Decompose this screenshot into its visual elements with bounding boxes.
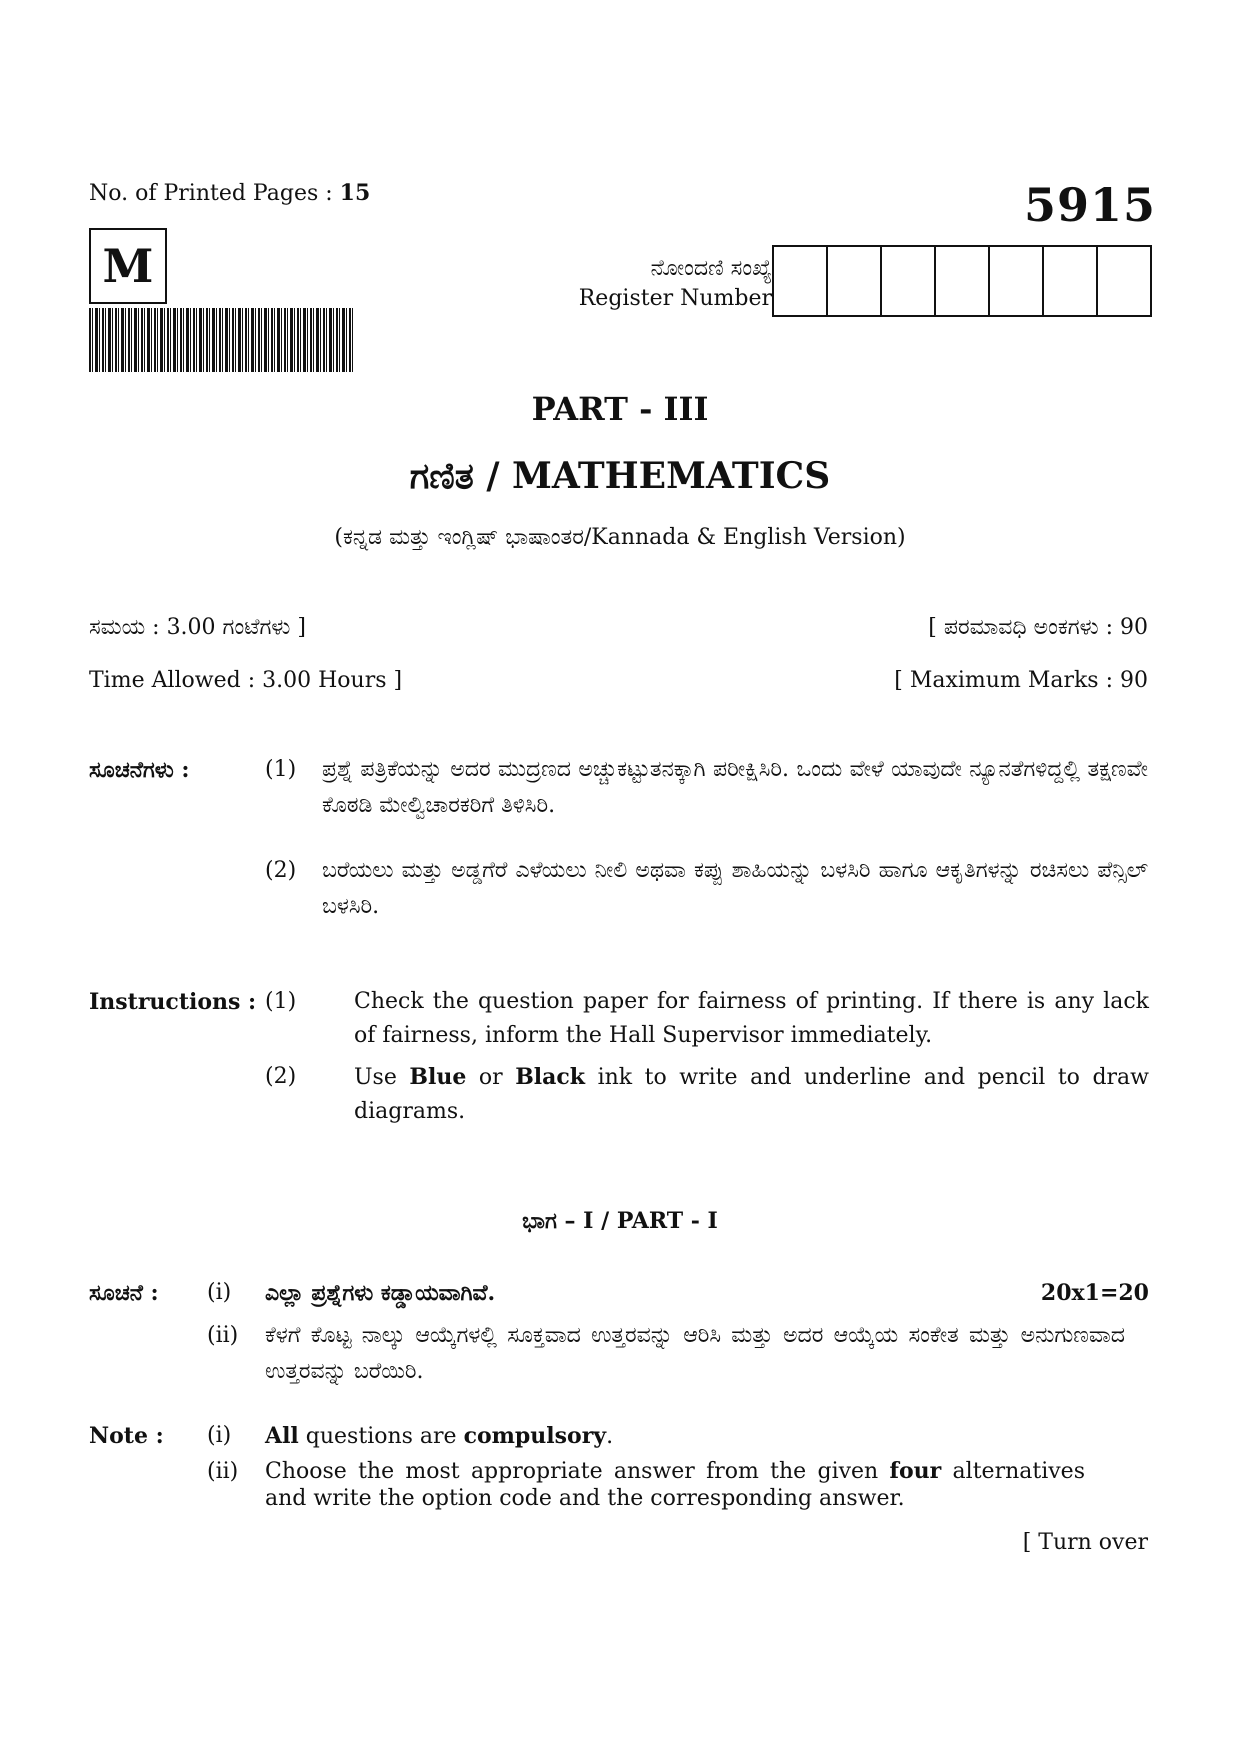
text-run: alternatives and write the option code and the corresponding answer. (265, 1459, 1085, 1511)
printed-pages-line (89, 180, 370, 206)
printed-pages-value: 15 (339, 180, 371, 206)
note-kn-1 (89, 1275, 1149, 1315)
marks-scheme: 20x1=20 (1040, 1280, 1149, 1306)
text-run: Choose the most appropriate answer from the given (265, 1459, 890, 1484)
subject-title: ಗಣಿತ / MATHEMATICS (409, 455, 831, 497)
register-label-en: Register Number (578, 286, 772, 311)
register-digit-box[interactable] (828, 247, 882, 315)
register-label-kn: ನೋಂದಣಿ ಸಂಖ್ಯೆ (650, 256, 772, 281)
note-en-label: Note : (89, 1423, 164, 1449)
instruction-text: ಪ್ರಶ್ನೆ ಪತ್ರಿಕೆಯನ್ನು ಅದರ ಮುದ್ರಣದ ಅಚ್ಚುಕಟ್ಟುತನಕ್ಕಾಗಿ ಪರೀಕ್ಷಿಸಿರಿ. ಒಂದು ವೇಳೆ ಯಾವುದೇ ನ್ಯೂನತೆಗಳಿದ್ದಲ್ಲಿ ತಕ್ಷಣವೇ ಕೊಠಡಿ ಮೇಲ್ವಿಚಾರಕರಿಗೆ ತಿಳಿಸಿರಿ. (322, 757, 1148, 818)
note-en-1 (89, 1418, 1149, 1454)
part-title: PART - III (531, 390, 709, 428)
instruction-text: ಬರೆಯಲು ಮತ್ತು ಅಡ್ಡಗೆರೆ ಎಳೆಯಲು ನೀಲಿ ಅಥವಾ ಕಪ್ಪು ಶಾಹಿಯನ್ನು ಬಳಸಿರಿ ಹಾಗೂ ಆಕೃತಿಗಳನ್ನು ರಚಿಸಲು ಪೆನ್ಸಿಲ್ ಬಳಸಿರಿ. (322, 858, 1148, 919)
medium-letter-box (89, 228, 167, 304)
text-run: questions are (298, 1424, 464, 1449)
note-kn-2 (89, 1318, 1149, 1390)
instruction-text: Check the question paper for fairness of printing. If there is any lack of fairness, inform the Hall Supervisor immediately. (354, 989, 1149, 1048)
instruction-kn-2 (89, 853, 1149, 933)
paper-code: 5915 (1023, 178, 1156, 232)
text-run: ink to write and underline and pencil to draw diagrams. (354, 1065, 1150, 1124)
text-run: Use (354, 1065, 410, 1090)
printed-pages-label: No. of Printed Pages : (89, 181, 340, 206)
instructions-en-label: Instructions : (89, 989, 257, 1015)
note-number: (ii) (207, 1459, 239, 1484)
register-digit-box[interactable] (1098, 247, 1150, 315)
instruction-kn-1 (89, 752, 1149, 832)
note-text: ಎಲ್ಲಾ ಪ್ರಶ್ನೆಗಳು ಕಡ್ಡಾಯವಾಗಿವೆ. (265, 1280, 496, 1306)
note-text (265, 1418, 1085, 1455)
instructions-kn-label: ಸೂಚನೆಗಳು : (89, 757, 190, 783)
bold-text-all: All (265, 1423, 299, 1449)
register-number-boxes[interactable] (772, 245, 1152, 317)
bold-text-blue: Blue (409, 1064, 467, 1090)
register-number-label (579, 254, 772, 314)
register-digit-box[interactable] (990, 247, 1044, 315)
note-en-2 (89, 1458, 1149, 1518)
version-line: (ಕನ್ನಡ ಮತ್ತು ಇಂಗ್ಲಿಷ್ ಭಾಷಾಂತರ/Kannada & English Version) (334, 525, 906, 550)
time-allowed-en: Time Allowed : 3.00 Hours ] (89, 668, 403, 693)
instruction-number: (1) (265, 757, 297, 782)
medium-letter: M (102, 239, 154, 293)
bold-text-black: Black (515, 1064, 586, 1090)
register-digit-box[interactable] (774, 247, 828, 315)
register-digit-box[interactable] (882, 247, 936, 315)
turn-over-label: [ Turn over (1022, 1530, 1148, 1555)
instruction-text (354, 1060, 1149, 1129)
time-allowed-kn: ಸಮಯ : 3.00 ಗಂಟೆಗಳು ] (89, 615, 306, 640)
bold-text-compulsory: compulsory (463, 1423, 607, 1449)
text-run: . (606, 1424, 614, 1449)
maximum-marks-en: [ Maximum Marks : 90 (894, 668, 1148, 693)
instruction-number: (2) (265, 1064, 297, 1089)
note-text: ಕೆಳಗೆ ಕೊಟ್ಟ ನಾಲ್ಕು ಆಯ್ಕೆಗಳಲ್ಲಿ ಸೂಕ್ತವಾದ ಉತ್ತರವನ್ನು ಆರಿಸಿ ಮತ್ತು ಅದರ ಆಯ್ಕೆಯ ಸಂಕೇತ ಮತ್ತು ಅನುಗುಣವಾದ ಉತ್ತರವನ್ನು ಬರೆಯಿರಿ. (265, 1323, 1125, 1384)
bold-text-four: four (889, 1458, 942, 1484)
text-run: or (466, 1065, 516, 1090)
note-number: (i) (207, 1423, 232, 1448)
note-number: (ii) (207, 1323, 239, 1348)
note-kn-label: ಸೂಚನೆ : (89, 1280, 159, 1306)
register-digit-box[interactable] (1044, 247, 1098, 315)
barcode (89, 308, 353, 372)
instruction-en-1 (89, 985, 1149, 1057)
register-digit-box[interactable] (936, 247, 990, 315)
section-heading: ಭಾಗ – I / PART - I (522, 1208, 718, 1234)
note-text (265, 1458, 1085, 1512)
instruction-number: (1) (265, 989, 297, 1014)
maximum-marks-kn: [ ಪರಮಾವಧಿ ಅಂಕಗಳು : 90 (928, 615, 1148, 640)
instruction-number: (2) (265, 858, 297, 883)
note-number: (i) (207, 1280, 232, 1305)
instruction-en-2 (89, 1060, 1149, 1132)
